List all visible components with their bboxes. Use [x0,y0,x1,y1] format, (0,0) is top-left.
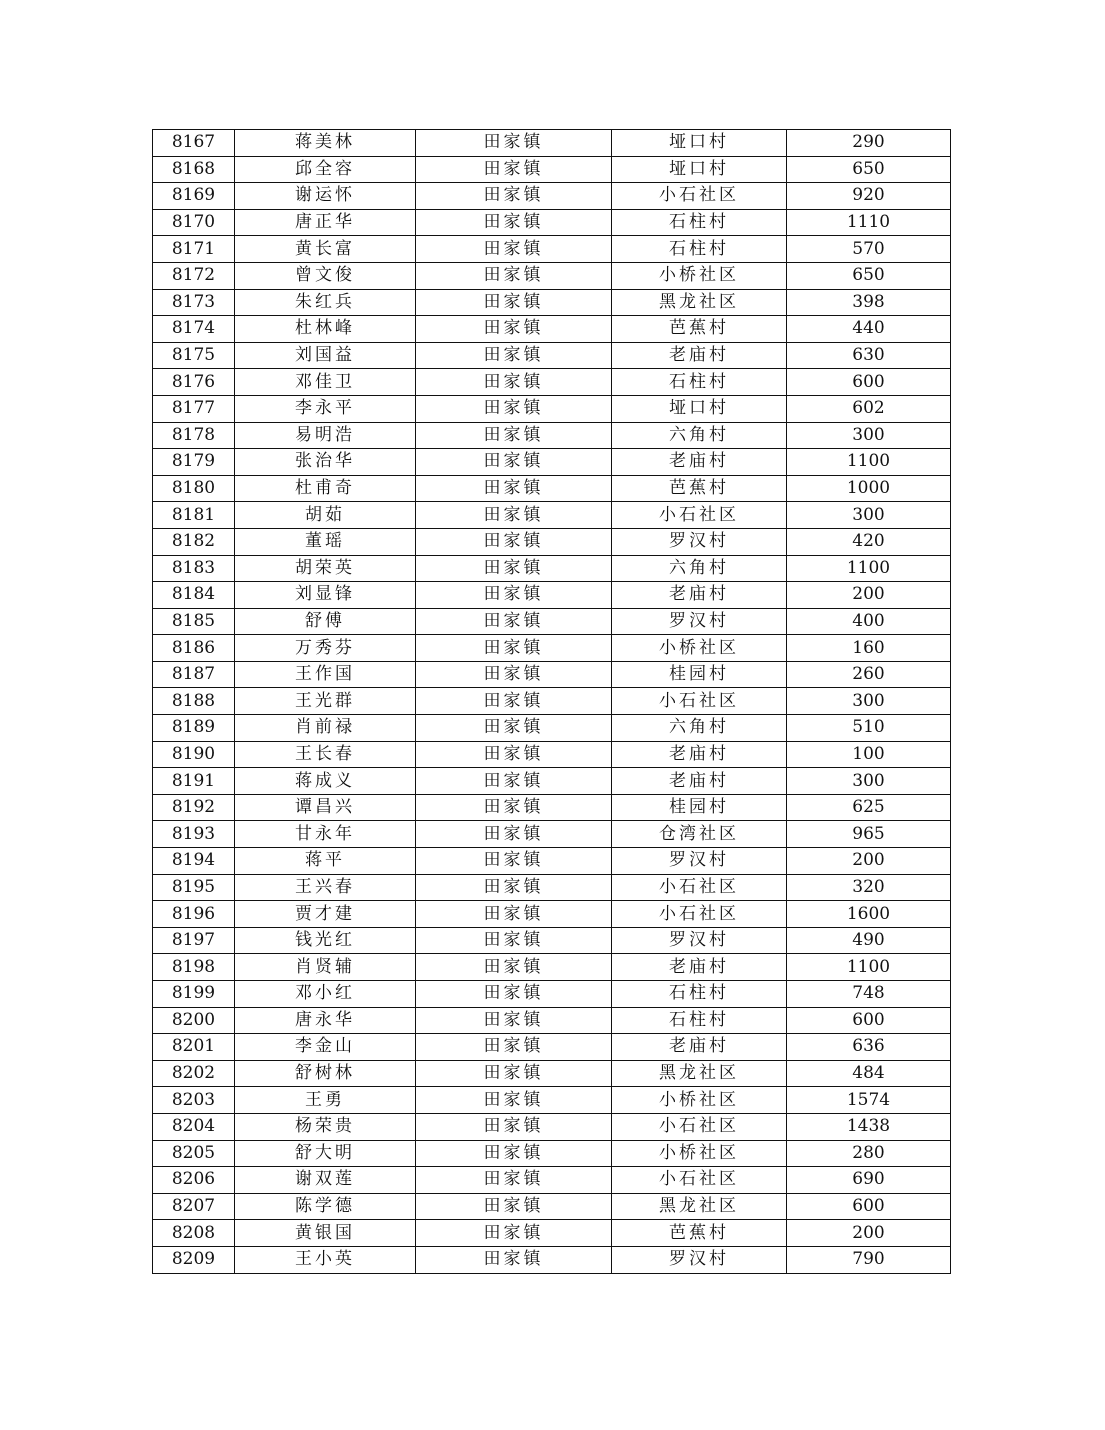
amount-cell: 920 [787,183,951,210]
table-row [153,927,951,954]
table-row [153,1034,951,1061]
table-row [153,1113,951,1140]
village-cell: 石柱村 [612,369,787,396]
table-row [153,369,951,396]
village-cell: 罗汉村 [612,927,787,954]
village-cell: 芭蕉村 [612,1220,787,1247]
row-number-cell: 8177 [153,395,235,422]
amount-cell: 160 [787,635,951,662]
person-name-cell: 王作国 [235,661,416,688]
table-row [153,475,951,502]
village-cell: 罗汉村 [612,528,787,555]
table-row [153,635,951,662]
town-cell: 田家镇 [416,449,612,476]
row-number-cell: 8207 [153,1193,235,1220]
person-name-cell: 朱红兵 [235,289,416,316]
town-cell: 田家镇 [416,502,612,529]
table-row [153,342,951,369]
amount-cell: 1100 [787,555,951,582]
person-name-cell: 唐正华 [235,209,416,236]
town-cell: 田家镇 [416,156,612,183]
village-cell: 老庙村 [612,1034,787,1061]
row-number-cell: 8201 [153,1034,235,1061]
village-cell: 石柱村 [612,236,787,263]
row-number-cell: 8183 [153,555,235,582]
town-cell: 田家镇 [416,262,612,289]
village-cell: 小石社区 [612,688,787,715]
village-cell: 石柱村 [612,1007,787,1034]
village-cell: 老庙村 [612,741,787,768]
row-number-cell: 8176 [153,369,235,396]
person-name-cell: 杨荣贵 [235,1113,416,1140]
village-cell: 仓湾社区 [612,821,787,848]
town-cell: 田家镇 [416,369,612,396]
village-cell: 六角村 [612,715,787,742]
village-cell: 石柱村 [612,209,787,236]
row-number-cell: 8182 [153,528,235,555]
village-cell: 桂园村 [612,794,787,821]
village-cell: 小石社区 [612,502,787,529]
row-number-cell: 8205 [153,1140,235,1167]
amount-cell: 650 [787,262,951,289]
row-number-cell: 8185 [153,608,235,635]
amount-cell: 1600 [787,901,951,928]
person-name-cell: 王长春 [235,741,416,768]
person-name-cell: 舒傅 [235,608,416,635]
town-cell: 田家镇 [416,1167,612,1194]
row-number-cell: 8200 [153,1007,235,1034]
town-cell: 田家镇 [416,528,612,555]
person-name-cell: 陈学德 [235,1193,416,1220]
table-row [153,1246,951,1273]
table-row [153,874,951,901]
village-cell: 罗汉村 [612,1246,787,1273]
row-number-cell: 8188 [153,688,235,715]
row-number-cell: 8173 [153,289,235,316]
person-name-cell: 黄长富 [235,236,416,263]
town-cell: 田家镇 [416,981,612,1008]
person-name-cell: 刘国益 [235,342,416,369]
amount-cell: 290 [787,130,951,157]
table-row [153,1087,951,1114]
village-cell: 小石社区 [612,1113,787,1140]
amount-cell: 636 [787,1034,951,1061]
village-cell: 小石社区 [612,874,787,901]
village-cell: 罗汉村 [612,848,787,875]
table-row [153,236,951,263]
town-cell: 田家镇 [416,1087,612,1114]
table-row [153,1220,951,1247]
row-number-cell: 8193 [153,821,235,848]
amount-cell: 600 [787,1193,951,1220]
roster-table [152,129,951,1274]
village-cell: 芭蕉村 [612,316,787,343]
town-cell: 田家镇 [416,183,612,210]
table-row [153,688,951,715]
town-cell: 田家镇 [416,555,612,582]
amount-cell: 260 [787,661,951,688]
row-number-cell: 8168 [153,156,235,183]
town-cell: 田家镇 [416,289,612,316]
amount-cell: 1000 [787,475,951,502]
person-name-cell: 王兴春 [235,874,416,901]
person-name-cell: 万秀芬 [235,635,416,662]
person-name-cell: 王勇 [235,1087,416,1114]
row-number-cell: 8206 [153,1167,235,1194]
town-cell: 田家镇 [416,1007,612,1034]
amount-cell: 1100 [787,449,951,476]
person-name-cell: 杜甫奇 [235,475,416,502]
village-cell: 芭蕉村 [612,475,787,502]
table-row [153,422,951,449]
table-row [153,582,951,609]
row-number-cell: 8175 [153,342,235,369]
town-cell: 田家镇 [416,901,612,928]
town-cell: 田家镇 [416,316,612,343]
person-name-cell: 李金山 [235,1034,416,1061]
amount-cell: 510 [787,715,951,742]
amount-cell: 630 [787,342,951,369]
town-cell: 田家镇 [416,236,612,263]
table-row [153,555,951,582]
amount-cell: 570 [787,236,951,263]
person-name-cell: 谢运怀 [235,183,416,210]
person-name-cell: 黄银国 [235,1220,416,1247]
amount-cell: 484 [787,1060,951,1087]
table-row [153,183,951,210]
row-number-cell: 8209 [153,1246,235,1273]
person-name-cell: 谢双莲 [235,1167,416,1194]
person-name-cell: 蒋平 [235,848,416,875]
town-cell: 田家镇 [416,848,612,875]
table-row [153,528,951,555]
table-row [153,821,951,848]
amount-cell: 420 [787,528,951,555]
amount-cell: 300 [787,688,951,715]
row-number-cell: 8170 [153,209,235,236]
amount-cell: 965 [787,821,951,848]
roster-table-body [153,130,951,1274]
row-number-cell: 8180 [153,475,235,502]
village-cell: 石柱村 [612,981,787,1008]
person-name-cell: 王小英 [235,1246,416,1273]
person-name-cell: 邓小红 [235,981,416,1008]
town-cell: 田家镇 [416,741,612,768]
table-row [153,449,951,476]
town-cell: 田家镇 [416,395,612,422]
amount-cell: 790 [787,1246,951,1273]
row-number-cell: 8194 [153,848,235,875]
row-number-cell: 8202 [153,1060,235,1087]
row-number-cell: 8167 [153,130,235,157]
person-name-cell: 张治华 [235,449,416,476]
amount-cell: 200 [787,582,951,609]
table-row [153,1167,951,1194]
town-cell: 田家镇 [416,1246,612,1273]
person-name-cell: 曾文俊 [235,262,416,289]
town-cell: 田家镇 [416,422,612,449]
amount-cell: 200 [787,1220,951,1247]
village-cell: 罗汉村 [612,608,787,635]
amount-cell: 650 [787,156,951,183]
amount-cell: 600 [787,1007,951,1034]
town-cell: 田家镇 [416,1193,612,1220]
amount-cell: 100 [787,741,951,768]
village-cell: 黑龙社区 [612,1193,787,1220]
village-cell: 小石社区 [612,183,787,210]
person-name-cell: 谭昌兴 [235,794,416,821]
amount-cell: 300 [787,502,951,529]
table-row [153,262,951,289]
village-cell: 垭口村 [612,156,787,183]
table-row [153,1060,951,1087]
town-cell: 田家镇 [416,1060,612,1087]
row-number-cell: 8187 [153,661,235,688]
village-cell: 黑龙社区 [612,1060,787,1087]
person-name-cell: 钱光红 [235,927,416,954]
town-cell: 田家镇 [416,1140,612,1167]
table-row [153,848,951,875]
person-name-cell: 邱全容 [235,156,416,183]
row-number-cell: 8181 [153,502,235,529]
town-cell: 田家镇 [416,209,612,236]
table-row [153,316,951,343]
town-cell: 田家镇 [416,794,612,821]
amount-cell: 300 [787,422,951,449]
amount-cell: 690 [787,1167,951,1194]
town-cell: 田家镇 [416,1113,612,1140]
row-number-cell: 8178 [153,422,235,449]
town-cell: 田家镇 [416,130,612,157]
person-name-cell: 邓佳卫 [235,369,416,396]
amount-cell: 748 [787,981,951,1008]
amount-cell: 440 [787,316,951,343]
amount-cell: 600 [787,369,951,396]
town-cell: 田家镇 [416,342,612,369]
table-row [153,1007,951,1034]
row-number-cell: 8196 [153,901,235,928]
row-number-cell: 8189 [153,715,235,742]
town-cell: 田家镇 [416,715,612,742]
amount-cell: 200 [787,848,951,875]
person-name-cell: 舒树林 [235,1060,416,1087]
table-row [153,130,951,157]
town-cell: 田家镇 [416,661,612,688]
row-number-cell: 8179 [153,449,235,476]
table-row [153,608,951,635]
village-cell: 老庙村 [612,954,787,981]
table-row [153,156,951,183]
table-row [153,768,951,795]
row-number-cell: 8174 [153,316,235,343]
row-number-cell: 8199 [153,981,235,1008]
table-row [153,502,951,529]
village-cell: 垭口村 [612,130,787,157]
person-name-cell: 李永平 [235,395,416,422]
row-number-cell: 8204 [153,1113,235,1140]
village-cell: 老庙村 [612,449,787,476]
village-cell: 小石社区 [612,901,787,928]
town-cell: 田家镇 [416,475,612,502]
row-number-cell: 8190 [153,741,235,768]
table-row [153,901,951,928]
person-name-cell: 肖前禄 [235,715,416,742]
village-cell: 小桥社区 [612,262,787,289]
person-name-cell: 贾才建 [235,901,416,928]
person-name-cell: 王光群 [235,688,416,715]
amount-cell: 300 [787,768,951,795]
amount-cell: 1100 [787,954,951,981]
village-cell: 桂园村 [612,661,787,688]
village-cell: 六角村 [612,555,787,582]
town-cell: 田家镇 [416,768,612,795]
table-row [153,794,951,821]
person-name-cell: 唐永华 [235,1007,416,1034]
table-row [153,981,951,1008]
table-row [153,1140,951,1167]
table-row [153,289,951,316]
person-name-cell: 甘永年 [235,821,416,848]
row-number-cell: 8169 [153,183,235,210]
village-cell: 老庙村 [612,582,787,609]
row-number-cell: 8203 [153,1087,235,1114]
town-cell: 田家镇 [416,688,612,715]
town-cell: 田家镇 [416,954,612,981]
table-row [153,741,951,768]
amount-cell: 602 [787,395,951,422]
town-cell: 田家镇 [416,874,612,901]
table-row [153,1193,951,1220]
amount-cell: 1574 [787,1087,951,1114]
amount-cell: 280 [787,1140,951,1167]
town-cell: 田家镇 [416,1220,612,1247]
person-name-cell: 董瑶 [235,528,416,555]
person-name-cell: 胡茹 [235,502,416,529]
row-number-cell: 8192 [153,794,235,821]
row-number-cell: 8195 [153,874,235,901]
town-cell: 田家镇 [416,635,612,662]
person-name-cell: 胡荣英 [235,555,416,582]
row-number-cell: 8191 [153,768,235,795]
person-name-cell: 易明浩 [235,422,416,449]
row-number-cell: 8197 [153,927,235,954]
village-cell: 老庙村 [612,342,787,369]
town-cell: 田家镇 [416,927,612,954]
village-cell: 垭口村 [612,395,787,422]
table-row [153,209,951,236]
amount-cell: 1438 [787,1113,951,1140]
amount-cell: 1110 [787,209,951,236]
person-name-cell: 蒋美林 [235,130,416,157]
table-row [153,661,951,688]
amount-cell: 490 [787,927,951,954]
person-name-cell: 刘显锋 [235,582,416,609]
row-number-cell: 8172 [153,262,235,289]
row-number-cell: 8186 [153,635,235,662]
row-number-cell: 8208 [153,1220,235,1247]
table-row [153,395,951,422]
table-row [153,715,951,742]
row-number-cell: 8198 [153,954,235,981]
person-name-cell: 杜林峰 [235,316,416,343]
person-name-cell: 舒大明 [235,1140,416,1167]
village-cell: 小桥社区 [612,1140,787,1167]
village-cell: 六角村 [612,422,787,449]
amount-cell: 320 [787,874,951,901]
town-cell: 田家镇 [416,1034,612,1061]
amount-cell: 625 [787,794,951,821]
village-cell: 小桥社区 [612,1087,787,1114]
amount-cell: 400 [787,608,951,635]
town-cell: 田家镇 [416,821,612,848]
amount-cell: 398 [787,289,951,316]
village-cell: 黑龙社区 [612,289,787,316]
town-cell: 田家镇 [416,582,612,609]
village-cell: 小桥社区 [612,635,787,662]
row-number-cell: 8171 [153,236,235,263]
person-name-cell: 肖贤辅 [235,954,416,981]
village-cell: 小石社区 [612,1167,787,1194]
village-cell: 老庙村 [612,768,787,795]
table-row [153,954,951,981]
row-number-cell: 8184 [153,582,235,609]
town-cell: 田家镇 [416,608,612,635]
person-name-cell: 蒋成义 [235,768,416,795]
